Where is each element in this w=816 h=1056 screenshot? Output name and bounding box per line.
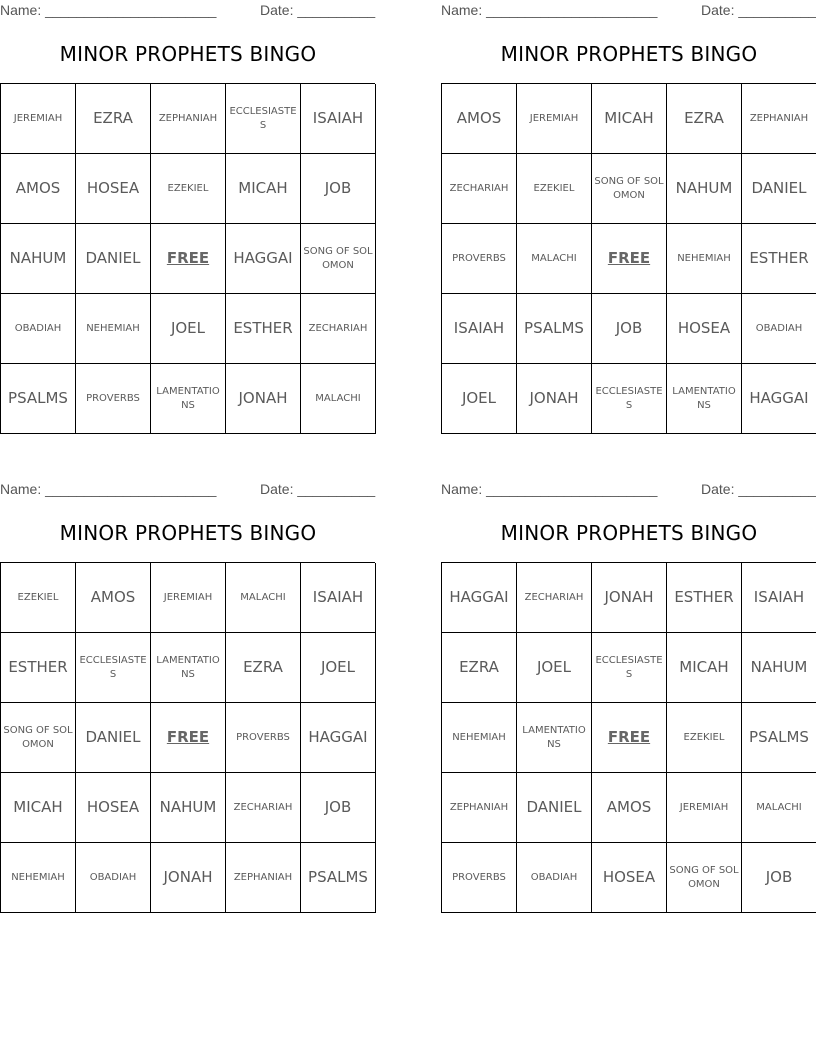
bingo-cell: PROVERBS <box>226 703 301 773</box>
bingo-cell: HAGGAI <box>442 563 517 633</box>
bingo-cell: JOB <box>301 154 376 224</box>
bingo-cell: ZECHARIAH <box>226 773 301 843</box>
bingo-cell: NAHUM <box>151 773 226 843</box>
name-field[interactable]: Name: ______________________ <box>0 481 217 497</box>
bingo-cell: ESTHER <box>742 224 816 294</box>
bingo-cell: PROVERBS <box>442 843 517 913</box>
bingo-cell: EZEKIEL <box>667 703 742 773</box>
bingo-cell: MALACHI <box>742 773 816 843</box>
bingo-cell: JONAH <box>592 563 667 633</box>
bingo-cell: OBADIAH <box>76 843 151 913</box>
card-title: MINOR PROPHETS BINGO <box>500 42 758 66</box>
bingo-cell: EZRA <box>442 633 517 703</box>
bingo-cell: HOSEA <box>592 843 667 913</box>
card-title: MINOR PROPHETS BINGO <box>59 42 317 66</box>
bingo-cell: MICAH <box>226 154 301 224</box>
bingo-card-3 <box>0 479 376 919</box>
bingo-cell: ECCLESIASTES <box>592 364 667 434</box>
free-space-cell: FREE <box>592 703 667 773</box>
bingo-cell: NAHUM <box>667 154 742 224</box>
bingo-cell: NEHEMIAH <box>667 224 742 294</box>
bingo-cell: DANIEL <box>517 773 592 843</box>
bingo-cell: NEHEMIAH <box>1 843 76 913</box>
bingo-cell: DANIEL <box>76 224 151 294</box>
bingo-cell: JOEL <box>301 633 376 703</box>
bingo-cell: SONG OF SOLOMON <box>1 703 76 773</box>
bingo-cell: OBADIAH <box>742 294 816 364</box>
bingo-cell: MICAH <box>1 773 76 843</box>
bingo-cell: HOSEA <box>76 154 151 224</box>
bingo-cell: PSALMS <box>742 703 816 773</box>
bingo-card-4 <box>441 479 816 919</box>
bingo-cell: MALACHI <box>517 224 592 294</box>
bingo-grid <box>441 562 816 913</box>
bingo-cell: NAHUM <box>742 633 816 703</box>
bingo-cell: ZEPHANIAH <box>151 84 226 154</box>
header-row <box>441 479 816 501</box>
bingo-cell: LAMENTATIONS <box>151 364 226 434</box>
bingo-cell: ZEPHANIAH <box>742 84 816 154</box>
bingo-cell: ISAIAH <box>301 84 376 154</box>
bingo-cell: OBADIAH <box>1 294 76 364</box>
bingo-cell: JONAH <box>517 364 592 434</box>
bingo-grid <box>441 83 816 434</box>
name-field[interactable]: Name: ______________________ <box>441 481 658 497</box>
bingo-cell: ISAIAH <box>742 563 816 633</box>
bingo-cell: MALACHI <box>301 364 376 434</box>
bingo-cell: ESTHER <box>1 633 76 703</box>
bingo-cell: PSALMS <box>517 294 592 364</box>
bingo-cell: JEREMIAH <box>517 84 592 154</box>
bingo-cell: ZECHARIAH <box>442 154 517 224</box>
bingo-cell: JONAH <box>151 843 226 913</box>
bingo-cell: HAGGAI <box>226 224 301 294</box>
date-field[interactable]: Date: __________ <box>260 2 376 18</box>
bingo-cell: ESTHER <box>226 294 301 364</box>
header-row <box>0 0 376 22</box>
bingo-cell: JEREMIAH <box>667 773 742 843</box>
bingo-cell: ECCLESIASTES <box>226 84 301 154</box>
card-title: MINOR PROPHETS BINGO <box>59 521 317 545</box>
header-row <box>0 479 376 501</box>
bingo-cell: PROVERBS <box>76 364 151 434</box>
bingo-cell: LAMENTATIONS <box>517 703 592 773</box>
bingo-card-1 <box>0 0 376 440</box>
bingo-cell: MICAH <box>667 633 742 703</box>
bingo-cell: JEREMIAH <box>1 84 76 154</box>
bingo-cell: ZEPHANIAH <box>442 773 517 843</box>
bingo-cell: NAHUM <box>1 224 76 294</box>
bingo-cell: PROVERBS <box>442 224 517 294</box>
bingo-cell: SONG OF SOLOMON <box>667 843 742 913</box>
bingo-cell: NEHEMIAH <box>442 703 517 773</box>
bingo-cell: MALACHI <box>226 563 301 633</box>
bingo-cell: JEREMIAH <box>151 563 226 633</box>
name-field[interactable]: Name: ______________________ <box>0 2 217 18</box>
bingo-cell: EZEKIEL <box>517 154 592 224</box>
bingo-cell: JOEL <box>151 294 226 364</box>
bingo-cell: ISAIAH <box>442 294 517 364</box>
bingo-cell: JOEL <box>517 633 592 703</box>
bingo-cell: JOB <box>301 773 376 843</box>
bingo-cell: ISAIAH <box>301 563 376 633</box>
bingo-cell: NEHEMIAH <box>76 294 151 364</box>
bingo-cell: DANIEL <box>76 703 151 773</box>
bingo-cell: LAMENTATIONS <box>151 633 226 703</box>
bingo-cell: JOEL <box>442 364 517 434</box>
bingo-grid <box>0 562 375 913</box>
bingo-cell: ECCLESIASTES <box>76 633 151 703</box>
bingo-cell: SONG OF SOLOMON <box>592 154 667 224</box>
bingo-card-2 <box>441 0 816 440</box>
free-space-cell: FREE <box>592 224 667 294</box>
date-field[interactable]: Date: __________ <box>260 481 376 497</box>
bingo-cell: HOSEA <box>667 294 742 364</box>
free-space-cell: FREE <box>151 703 226 773</box>
bingo-cell: ECCLESIASTES <box>592 633 667 703</box>
bingo-grid <box>0 83 375 434</box>
bingo-cell: JOB <box>742 843 816 913</box>
bingo-cell: DANIEL <box>742 154 816 224</box>
name-field[interactable]: Name: ______________________ <box>441 2 658 18</box>
bingo-cell: AMOS <box>1 154 76 224</box>
header-row <box>441 0 816 22</box>
bingo-cell: AMOS <box>592 773 667 843</box>
bingo-cell: ZEPHANIAH <box>226 843 301 913</box>
bingo-cell: PSALMS <box>301 843 376 913</box>
bingo-cell: LAMENTATIONS <box>667 364 742 434</box>
bingo-cell: JONAH <box>226 364 301 434</box>
bingo-cell: MICAH <box>592 84 667 154</box>
bingo-cell: PSALMS <box>1 364 76 434</box>
bingo-cell: JOB <box>592 294 667 364</box>
bingo-cell: AMOS <box>442 84 517 154</box>
bingo-cell: OBADIAH <box>517 843 592 913</box>
free-space-cell: FREE <box>151 224 226 294</box>
date-field[interactable]: Date: __________ <box>701 481 816 497</box>
bingo-cell: EZRA <box>667 84 742 154</box>
bingo-cell: SONG OF SOLOMON <box>301 224 376 294</box>
card-title: MINOR PROPHETS BINGO <box>500 521 758 545</box>
bingo-cell: HAGGAI <box>742 364 816 434</box>
bingo-cell: EZEKIEL <box>151 154 226 224</box>
bingo-cell: AMOS <box>76 563 151 633</box>
bingo-cell: EZRA <box>226 633 301 703</box>
bingo-cell: ZECHARIAH <box>301 294 376 364</box>
bingo-cell: EZEKIEL <box>1 563 76 633</box>
bingo-cell: HOSEA <box>76 773 151 843</box>
bingo-cell: HAGGAI <box>301 703 376 773</box>
bingo-cell: EZRA <box>76 84 151 154</box>
date-field[interactable]: Date: __________ <box>701 2 816 18</box>
bingo-cell: ZECHARIAH <box>517 563 592 633</box>
bingo-cell: ESTHER <box>667 563 742 633</box>
